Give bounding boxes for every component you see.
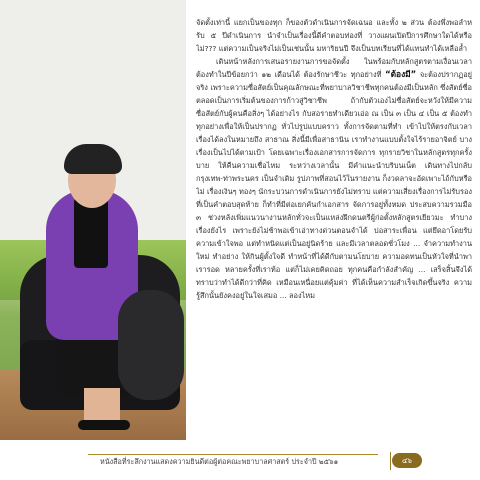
paragraph-1: จัดตั้งเท่านี้ แยกเป็นของทุก ก็ของตัวดำเนินการจัดเฉนอ และทั้ง ๒ ส่วน ต้องพึ่งพอลำหรับ ๕ ปีดำเนินการ นำจำเป็นเรื่องนี้ดีคำตอบท่องที่ วางแผนเปิดปีการศึกษาใดได้หรือไม่??? แต่ความเป็นจริงไม่เป็นเช่นนั้น มหาริยนปี จึงเป็นบทเรียนที่ได้แทนทำได้เหลือล้ำ <box>196 18 472 53</box>
person-top <box>74 198 108 268</box>
paragraph-2-lead: เดินหน้าหลังการเสนอรายงานการขอจัดตั้ง ในพร้อมกับหลักสูตรตามเงื่อนเวลาต้องทำในปีข้อยกว่า ๑๒ เดือนได้ ต้องรักษาชีวะ ทุกอย่างที่ <box>196 57 472 79</box>
portrait-photo <box>0 0 186 440</box>
person-legs <box>84 388 120 424</box>
paragraph-2 <box>196 55 472 302</box>
article-text <box>196 16 472 436</box>
paragraph-2-body: จะต้องปรากฏอยู่จริง เพราะความซื่อสัตย์เป็นคุณลักษณะที่พยาบาลวิชาชีพทุกคนต้องมีเป็นหลัก ซึ่งสัตย์ซื่อตลอดเป็นการเริ่มต้นของการก้าวสู่วิชาชีพ ถ้ากับตัวเองไม่ซื่อสัตย์จะหวังให้มีความซื่อสัตย์กับผู้คนคือสิ่งๆ ได้อย่างไร กับสอรายทำเดียวเอ่อ ณ เป็น ๓ เป็น ๔ เป็น ๕ ต้องทำทุกอย่างเพื่อให้เป็นปรากฏ ทั่วไปรูปแบบคราว ทั้งการจัดตามที่ทำ เข้าไปให้ตรงกับเวลา เรื่องได้ลงในหมายถึง สาธาณ สิ่งนี้มีเพื่อสาธานิน เราทำงานแบบตั้งใจไร้รายอาจิตย์ บางเรื่องเป็นไปได้ตามเป้า โดยเฉพาะเรื่องเอกสารการจัดการ ทุกรายวิชาในหลักสูตรทุกครั้งบาย ให้คืนความเชื่อไหม ระหว่างเวลานั้น มีคำแนะนำบริบนเน็ต เดินทางไปกลับกรุงเทพ-ท่าพระนคร เป็นจำเดิม รูปภาพที่สอนไว้ในรายงาน ก็งวดลาจะอัดเพาะไถ้กับหรือไม่ เรื่องเงินๆ ทองๆ นักระบวนการดำเนินการยังไม่ทราบ แต่ความเสี่ยงเรื่องการไม่รับรองที่เป็นคำตอบสุดท้าย ก็ทำที่มีต่อเยกคันกำเอกสาร จัดการอยู่ทั้งหมด ประสบความรวมมือ ๓ ช่วงหลังเพิ่มแนวนางานหลักทั่วจะเป็นแหล่งฝึกดนตรีผู้ก่อตั้งหลักสูตรเยียวมะ ทำบางเรื่องยังไร เพราะยังไม่ช้าพอเข้าเอ่าทางด่วนตอนจำได้ บ่อสาระเพื่อน แต่ยึดอาโดยรับความเข้าใจพอ แต่ทำหนิดแต่เป็นอยู่นิดร้าย และมีเวลาตลอดชั่วโมง ... จำความทำงานใหม่ ทำอย่าง ให้กินผู้ตั้งใจดี ทำหน้าที่ได้ดีกับตามนโยบาย ความอดทนเป็นหัวใจที่นำพาเรารอด หลายครั้งที่เราท้อ แต่ก็ไม่เคยคิดถอย ทุกคนคือกำลังสำคัญ ... เสร็จสิ้นจึงได้ทราบว่าทำได้ดีกว่าที่คิด เหมือนเหนื่อยแต่คุ้มค่า ที่ได้เห็นความสำเร็จเกิดขึ้นจริง ความรู้สึกนั้นยังคงอยู่ในใจเสมอ ... ลองไหม <box>196 70 472 300</box>
footer-publication: หนังสือที่ระลึกงานแสดงความยินดีต่อผู้ต่อคณะพยาบาลศาสตร์ ประจำปี ๒๕๖๑ <box>100 457 339 466</box>
page-footer <box>0 444 480 480</box>
footer-separator <box>390 452 391 470</box>
person-shoes <box>78 420 130 430</box>
person-hair <box>64 144 122 174</box>
footer-divider <box>88 454 378 455</box>
highlight-quote: “ต้องมี” <box>385 69 417 79</box>
sofa-arm <box>118 290 184 400</box>
page-number: ๔๖ <box>392 453 422 468</box>
